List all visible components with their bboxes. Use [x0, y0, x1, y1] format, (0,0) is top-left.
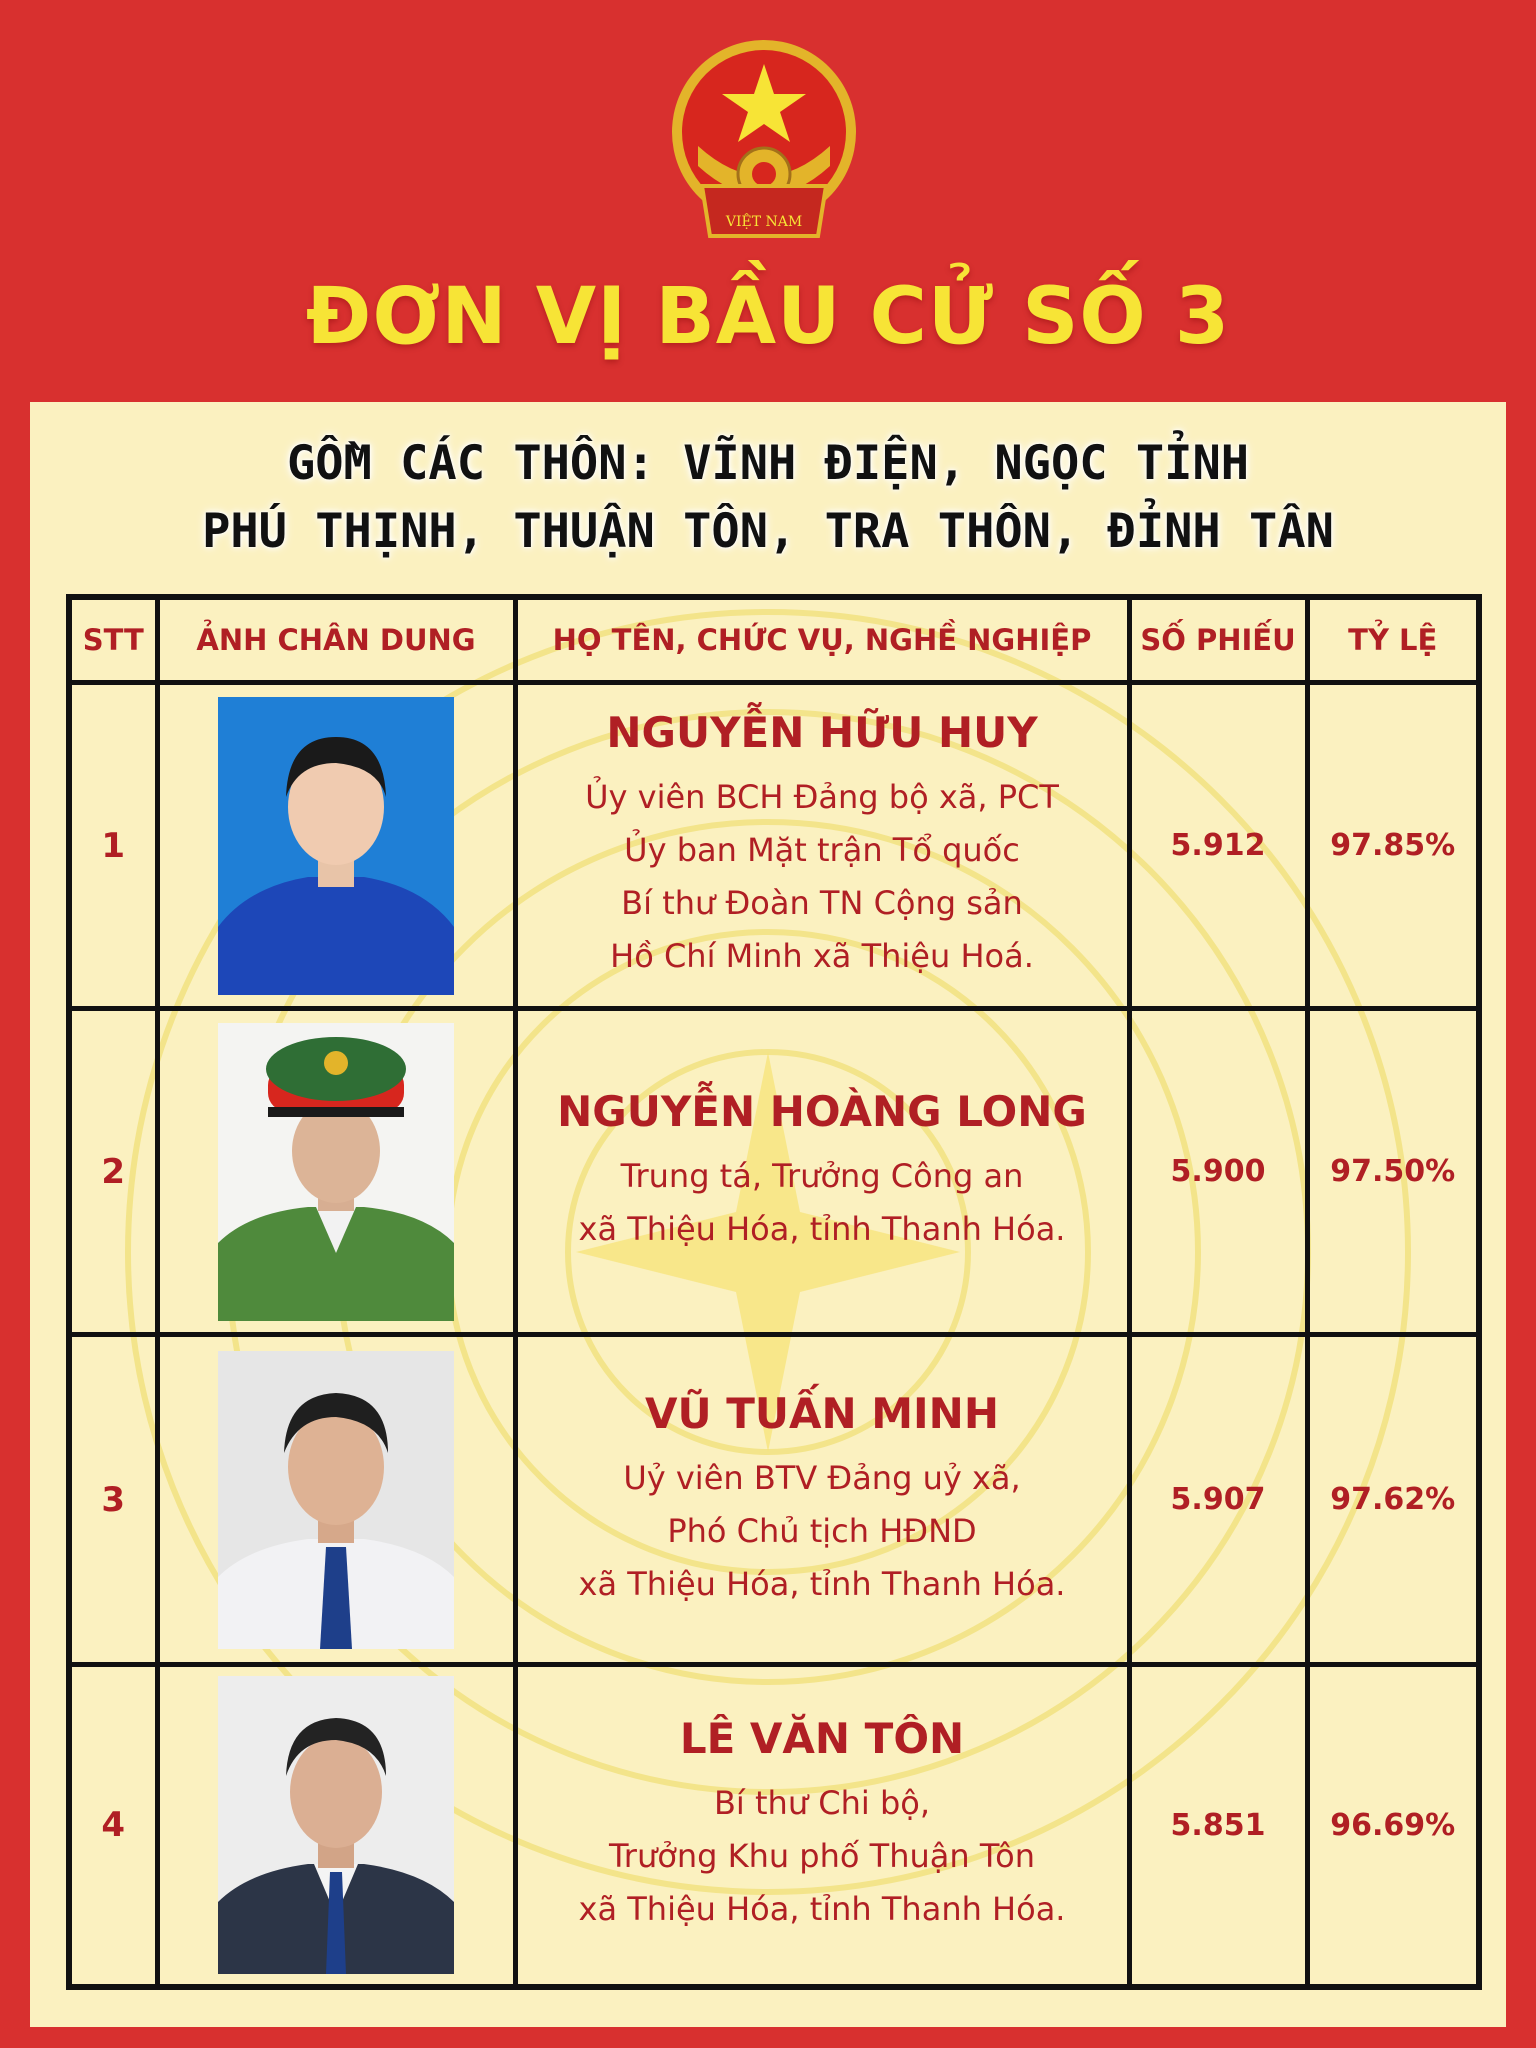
candidate-photo — [218, 697, 454, 995]
table-header-row — [69, 597, 1479, 683]
desc-line: Bí thư Chi bộ, — [713, 1784, 931, 1823]
candidate-description — [518, 771, 1127, 983]
table-row — [69, 1009, 1479, 1335]
row-number: 3 — [69, 1335, 157, 1665]
page-title: ĐƠN VỊ BẦU CỬ SỐ 3 — [305, 272, 1231, 362]
desc-line: xã Thiệu Hóa, tỉnh Thanh Hóa. — [578, 1890, 1066, 1929]
vote-rate: 97.62% — [1307, 1335, 1479, 1665]
vote-count: 5.907 — [1129, 1335, 1307, 1665]
portrait-cell — [157, 1009, 515, 1335]
candidate-name: NGUYỄN HOÀNG LONG — [557, 1087, 1087, 1136]
candidate-info — [515, 1335, 1129, 1665]
desc-line: Phó Chủ tịch HĐND — [667, 1511, 977, 1550]
table-row — [69, 683, 1479, 1009]
desc-line: Trung tá, Trưởng Công an — [620, 1157, 1024, 1195]
vote-count: 5.912 — [1129, 683, 1307, 1009]
results-table — [66, 594, 1482, 1990]
candidate-info — [515, 683, 1129, 1009]
table-row — [69, 1665, 1479, 1987]
desc-line: Ủy ban Mặt trận Tổ quốc — [624, 831, 1020, 869]
vote-count: 5.851 — [1129, 1665, 1307, 1987]
villages-heading — [0, 430, 1536, 566]
candidate-description — [518, 1777, 1127, 1936]
candidate-photo — [218, 1676, 454, 1974]
villages-line-2: PHÚ THỊNH, THUẬN TÔN, TRA THÔN, ĐỈNH TÂN — [202, 504, 1334, 559]
vote-count: 5.900 — [1129, 1009, 1307, 1335]
portrait-cell — [157, 1335, 515, 1665]
portrait-cell — [157, 683, 515, 1009]
col-portrait: ẢNH CHÂN DUNG — [157, 597, 515, 683]
table-row — [69, 1335, 1479, 1665]
vote-rate: 97.85% — [1307, 683, 1479, 1009]
col-rate: TỶ LỆ — [1307, 597, 1479, 683]
candidate-photo — [218, 1023, 454, 1321]
candidate-description — [518, 1452, 1127, 1611]
candidate-name: NGUYỄN HỮU HUY — [606, 708, 1038, 757]
vote-rate: 97.50% — [1307, 1009, 1479, 1335]
desc-line: Uỷ viên BTV Đảng uỷ xã, — [623, 1458, 1021, 1497]
candidate-photo — [218, 1351, 454, 1649]
desc-line: xã Thiệu Hóa, tỉnh Thanh Hóa. — [578, 1564, 1066, 1603]
svg-text:VIỆT NAM: VIỆT NAM — [725, 214, 803, 230]
row-number: 4 — [69, 1665, 157, 1987]
row-number: 2 — [69, 1009, 157, 1335]
villages-line-1: GỒM CÁC THÔN: VĨNH ĐIỆN, NGỌC TỈNH — [286, 436, 1250, 491]
portrait-cell — [157, 1665, 515, 1987]
candidate-name: LÊ VĂN TÔN — [679, 1714, 965, 1764]
col-votes: SỐ PHIẾU — [1129, 597, 1307, 683]
candidate-description — [518, 1150, 1127, 1256]
desc-line: Bí thư Đoàn TN Cộng sản — [621, 884, 1023, 922]
candidate-name: VŨ TUẤN MINH — [645, 1388, 999, 1438]
row-number: 1 — [69, 683, 157, 1009]
col-name-role: HỌ TÊN, CHỨC VỤ, NGHỀ NGHIỆP — [515, 597, 1129, 683]
candidate-info — [515, 1665, 1129, 1987]
national-emblem-icon — [658, 36, 870, 248]
desc-line: xã Thiệu Hóa, tỉnh Thanh Hóa. — [578, 1210, 1066, 1248]
vote-rate: 96.69% — [1307, 1665, 1479, 1987]
candidate-info — [515, 1009, 1129, 1335]
desc-line: Ủy viên BCH Đảng bộ xã, PCT — [585, 778, 1059, 816]
col-stt: STT — [69, 597, 157, 683]
desc-line: Trưởng Khu phố Thuận Tôn — [608, 1837, 1036, 1876]
desc-line: Hồ Chí Minh xã Thiệu Hoá. — [610, 937, 1034, 975]
